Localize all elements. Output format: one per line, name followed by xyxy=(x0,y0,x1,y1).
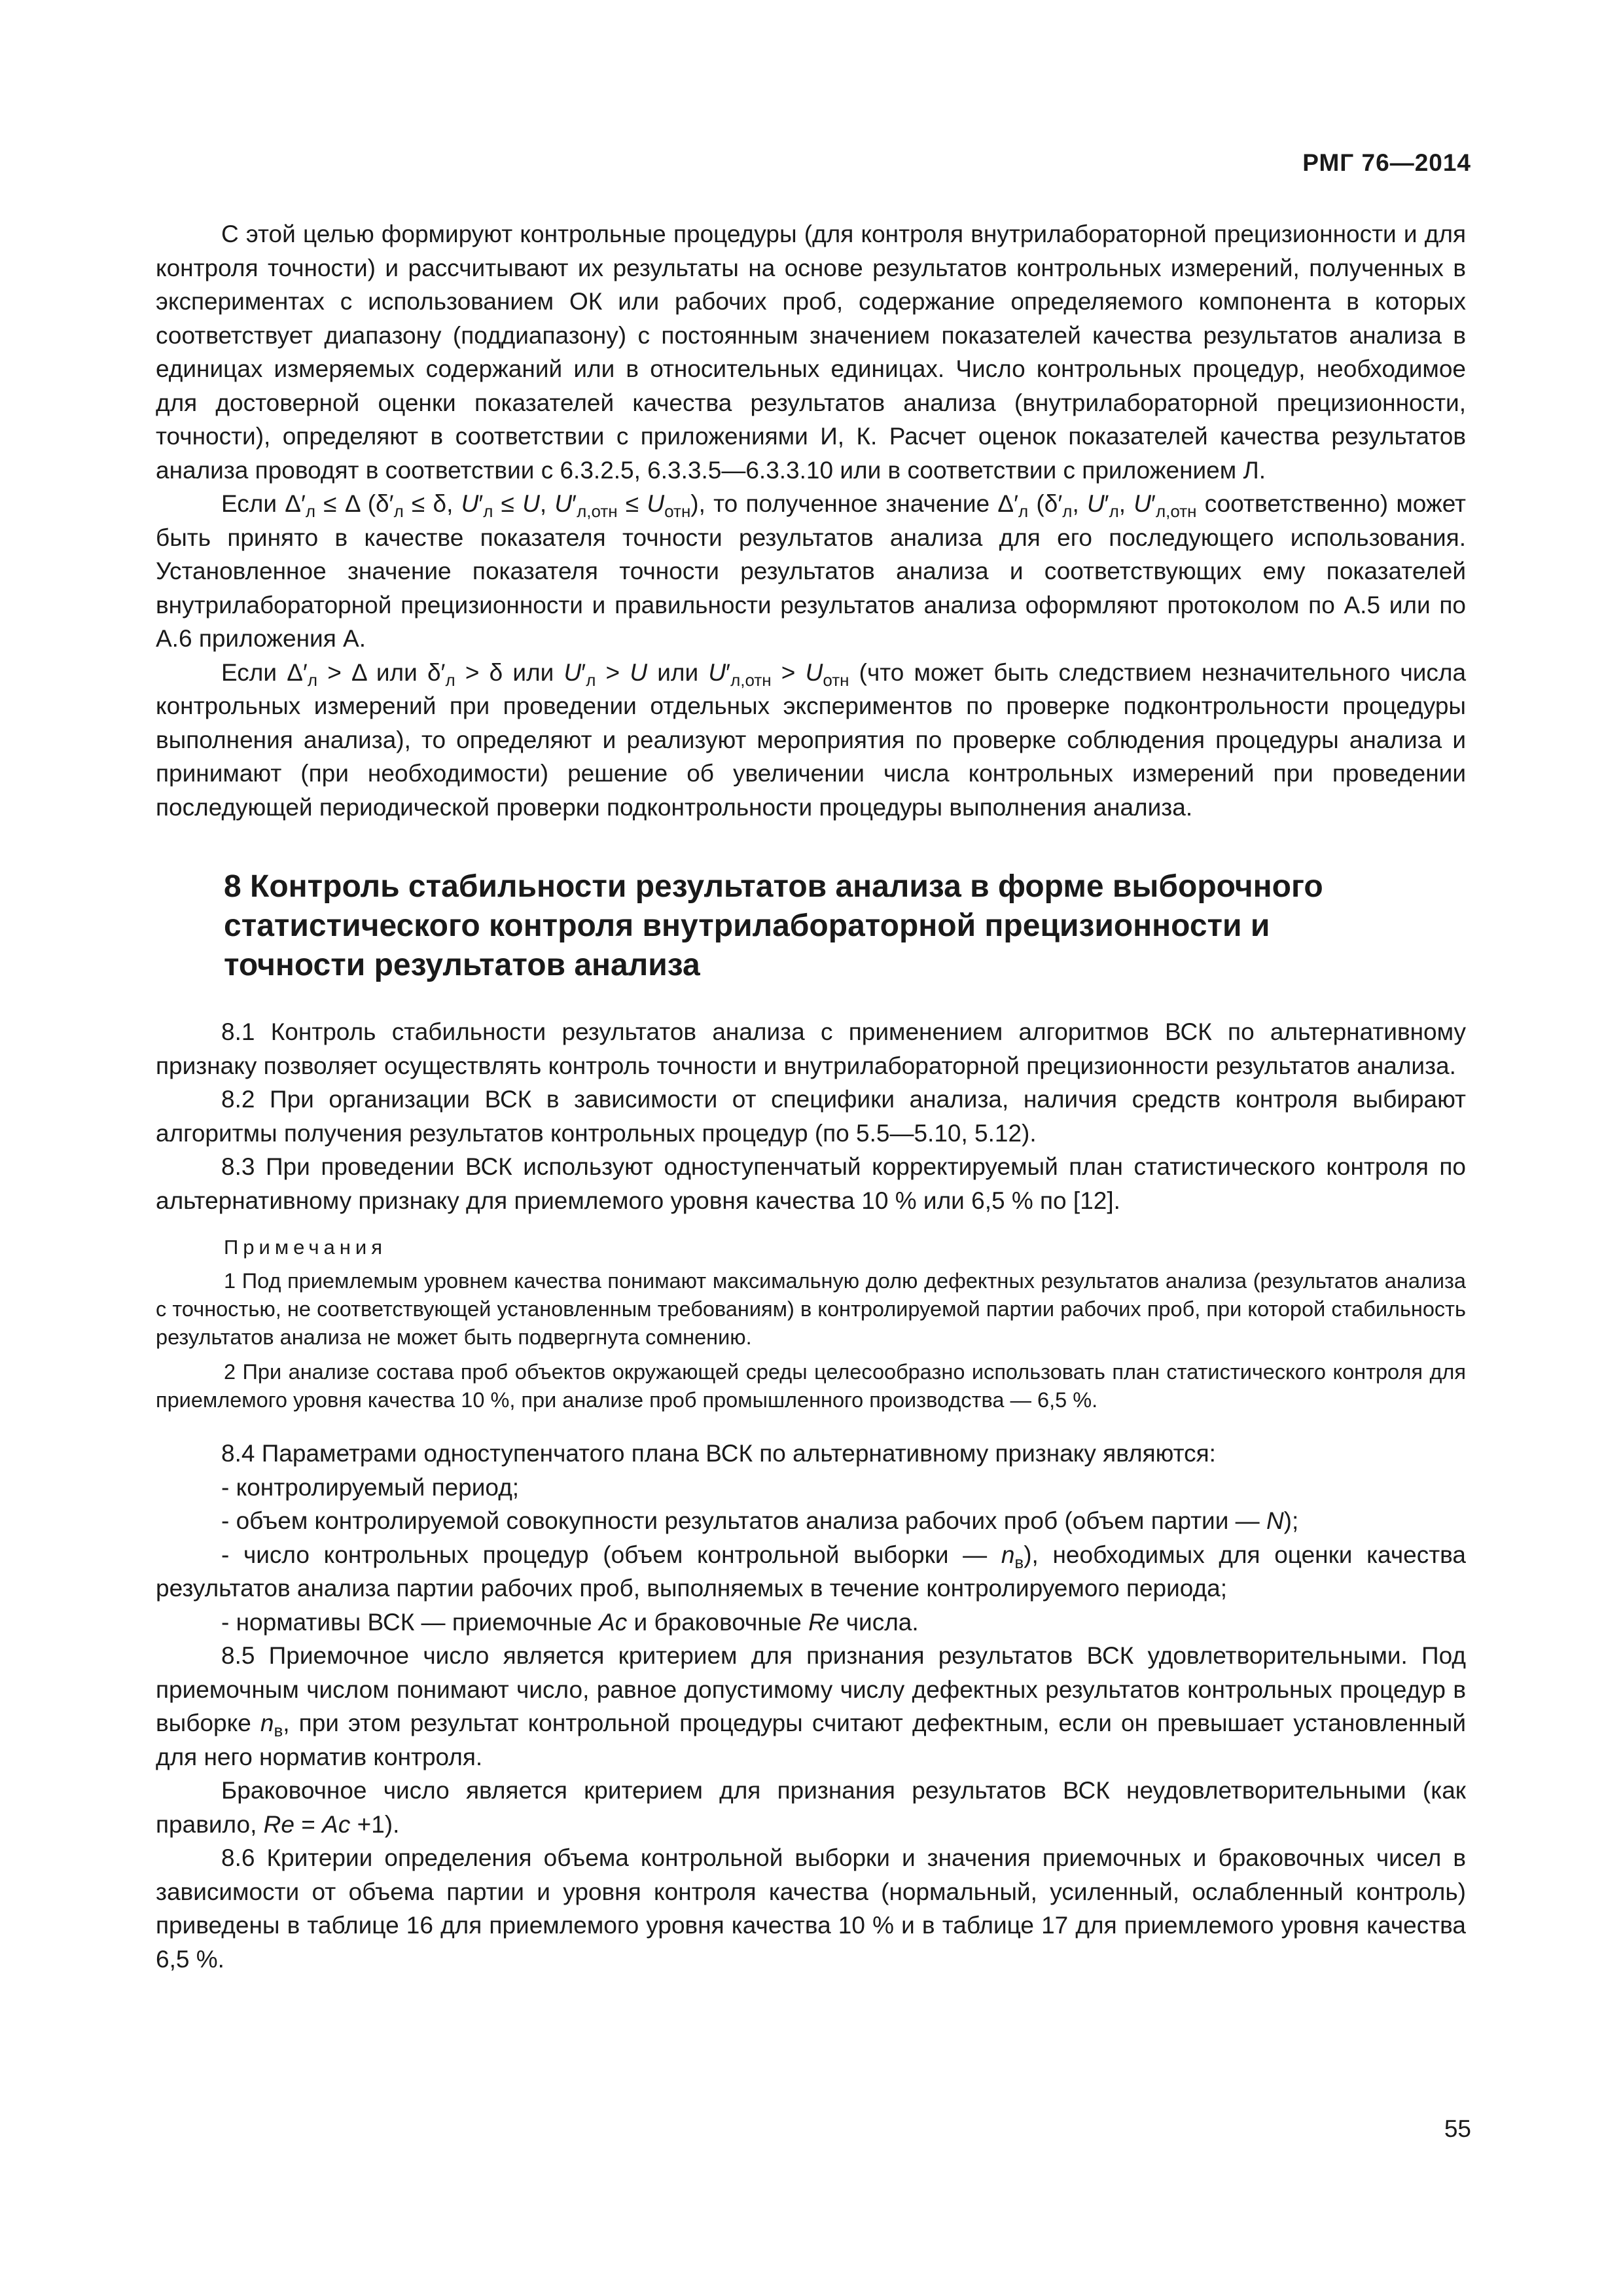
word-or: или xyxy=(512,658,554,686)
note-2: 2 При анализе состава проб объектов окружающей среды целесообразно использовать план статистического контроля для приемлемого уровня качества 10 %, при анализе проб промышленного производства — 6,5 %. xyxy=(156,1360,1466,1412)
paragraph-8-2: 8.2 При организации ВСК в зависимости от специфики анализа, наличия средств контроля выбирают алгоритмы получения результатов контрольных процедур (по 5.5—5.10, 5.12). xyxy=(156,1086,1466,1147)
paragraph-8-4: 8.4 Параметрами одноступенчатого плана ВСК по альтернативному признаку являются: xyxy=(221,1440,1216,1467)
paragraph-8-3: 8.3 При проведении ВСК используют одноступенчатый корректируемый план статистического контроля по альтернативному признаку для приемлемого уровня качества 10 % или 6,5 % по [12]. xyxy=(156,1153,1466,1214)
text-fragment: , при этом результат контрольной процедуры считают дефектным, если он превышает установленный для него норматив контроля. xyxy=(156,1710,1466,1770)
text-fragment: ); xyxy=(1283,1507,1299,1534)
list-item-norms xyxy=(156,1605,1466,1640)
text-fragment: - число контрольных процедур (объем контрольной выборки — xyxy=(221,1541,1001,1568)
paragraph-intro-2: Если $\Delta'_л \le \Delta$ ($\delta'_л \le \delta$, $U'_л \le U$, $U'_{л,отн} \le U_{отн}$), то полученное значение $\Delta'_л$ ($\delta'_л$, $U'_л$, $U'_{л,отн}$ соответственно) может быть принято в качестве показателя точности результатов анализа для его последующего использования. Установленное значение показателя точности результатов анализа и соответствующих ему показателей внутрилабораторной прецизионности и правильности результатов анализа оформляют протоколом по А.5 или по А.6 приложения А. xyxy=(156,490,1466,652)
list-item-sample-size xyxy=(156,1538,1466,1605)
paragraph-8-6: 8.6 Критерии определения объема контрольной выборки и значения приемочных и браковочных чисел в зависимости от объема партии и уровня контроля качества (нормальный, усиленный, ослабленный контроль) приведены в таблице 16 для приемлемого уровня качества 10 % и в таблице 17 для приемлемого уровня качества 6,5 %. xyxy=(156,1844,1466,1973)
text-fragment: ), необходимых для оценки качества результатов анализа партии рабочих проб, выполняемых в течение контролируемого периода; xyxy=(156,1541,1466,1602)
text-fragment: соответственно) xyxy=(1204,490,1389,517)
text-fragment: - нормативы ВСК — приемочные xyxy=(221,1608,599,1636)
paragraph-8-5-reject xyxy=(156,1774,1466,1841)
text-fragment: +1). xyxy=(350,1810,400,1838)
var-Re: Re xyxy=(808,1608,840,1636)
text-fragment: = xyxy=(294,1810,323,1838)
text-fragment: числа. xyxy=(839,1608,919,1636)
text-fragment: , то полученное значение xyxy=(698,490,990,517)
text-fragment: (что может быть следствием незначительного числа контрольных измерений при проведении отдельных экспериментов по проверке подконтрольности процедуры выполнения анализа), то определяют и реализуют мероприятия по проверке соблюдения процедуры анализа и принимают (при необходимости) решение об увеличении числа контрольных измерений при проведении последующей периодической проверки подконтрольности процедуры выполнения анализа. xyxy=(156,658,1467,821)
var-Ac: Ac xyxy=(599,1608,628,1636)
var-Ac: Ac xyxy=(322,1810,351,1838)
text-fragment: - объем контролируемой совокупности результатов анализа рабочих проб (объем партии — xyxy=(221,1507,1266,1534)
paragraph-8-1: 8.1 Контроль стабильности результатов анализа с применением алгоритмов ВСК по альтернативному признаку позволяет осуществлять контроль точности и внутрилабораторной прецизионности результатов анализа. xyxy=(156,1018,1466,1079)
text-fragment: может быть принято в качестве показателя точности результатов анализа для его последующего использования. Установленное значение показателя точности результатов анализа и соответствующих ему показателей внутрилабораторной прецизионности и правильности результатов анализа оформляют протоколом по А.5 или по А.6 приложения А. xyxy=(156,490,1466,652)
word-or: или xyxy=(657,658,699,686)
var-N: N xyxy=(1266,1507,1284,1534)
word-if: Если xyxy=(221,658,277,686)
notes-title: Примечания xyxy=(224,1236,387,1259)
document-code-header: РМГ 76—2014 xyxy=(1302,149,1471,176)
page-number: 55 xyxy=(1444,2115,1471,2142)
text-fragment: и браковочные xyxy=(627,1608,809,1636)
section-8-heading: 8 Контроль стабильности результатов анализа в форме выборочного статистического контроля внутрилабораторной прецизионности и точности результатов анализа xyxy=(224,869,1323,982)
note-1: 1 Под приемлемым уровнем качества понимают максимальную долю дефектных результатов анализа (результатов анализа с точностью, не соответствующей установленным требованиям) в контролируемой партии рабочих проб, при которой стабильность результатов анализа не может быть подвергнута сомнению. xyxy=(156,1269,1466,1349)
paragraph-intro-1: С этой целью формируют контрольные процедуры (для контроля внутрилабораторной прецизионности и для контроля точности) и рассчитывают их результаты на основе результатов контрольных измерений, полученных в экспериментах с использованием ОК или рабочих проб, содержание определяемого компонента в которых соответствует диапазону (поддиапазону) с постоянным значением показателей качества результатов анализа в единицах измеряемых содержаний или в относительных единицах. Число контрольных процедур, необходимое для достоверной оценки показателей качества результатов анализа (внутрилабораторной прецизионности, точности), определяют в соответствии с приложениями И, К. Расчет оценок показателей качества результатов анализа проводят в соответствии с 6.3.2.5, 6.3.3.5—6.3.3.10 или в соответствии с приложением Л. xyxy=(156,221,1466,484)
subscript: в xyxy=(1014,1552,1024,1572)
word-or: или xyxy=(376,658,418,686)
paragraph-8-5 xyxy=(156,1639,1466,1774)
text-fragment: Браковочное число является критерием для признания результатов ВСК неудовлетворительными (как правило, xyxy=(156,1777,1466,1838)
var-n: n xyxy=(1001,1541,1015,1568)
var-n: n xyxy=(260,1710,274,1736)
page-body xyxy=(156,217,1466,1976)
list-item-period: - контролируемый период; xyxy=(221,1473,520,1501)
subscript: в xyxy=(274,1721,283,1740)
word-if: Если xyxy=(221,490,277,517)
list-item-batch-size xyxy=(156,1504,1466,1538)
paragraph-intro-3: Если $\Delta'_л > \Delta$ или $\delta'_л > \delta$ или $U'_л > U$ или $U'_{л,отн} > U_{отн}$ (что может быть следствием незначительного числа контрольных измерений при проведении отдельных экспериментов по проверке подконтрольности процедуры выполнения анализа), то определяют и реализуют мероприятия по проверке соблюдения процедуры анализа и принимают (при необходимости) решение об увеличении числа контрольных измерений при проведении последующей периодической проверки подконтрольности процедуры выполнения анализа. xyxy=(156,658,1467,821)
var-Re: Re xyxy=(263,1810,294,1838)
text-fragment: 8.5 Приемочное число является критерием для признания результатов ВСК удовлетворительными. Под приемочным числом понимают число, равное допустимому числу дефектных результатов контрольных процедур в выборке xyxy=(156,1642,1466,1736)
